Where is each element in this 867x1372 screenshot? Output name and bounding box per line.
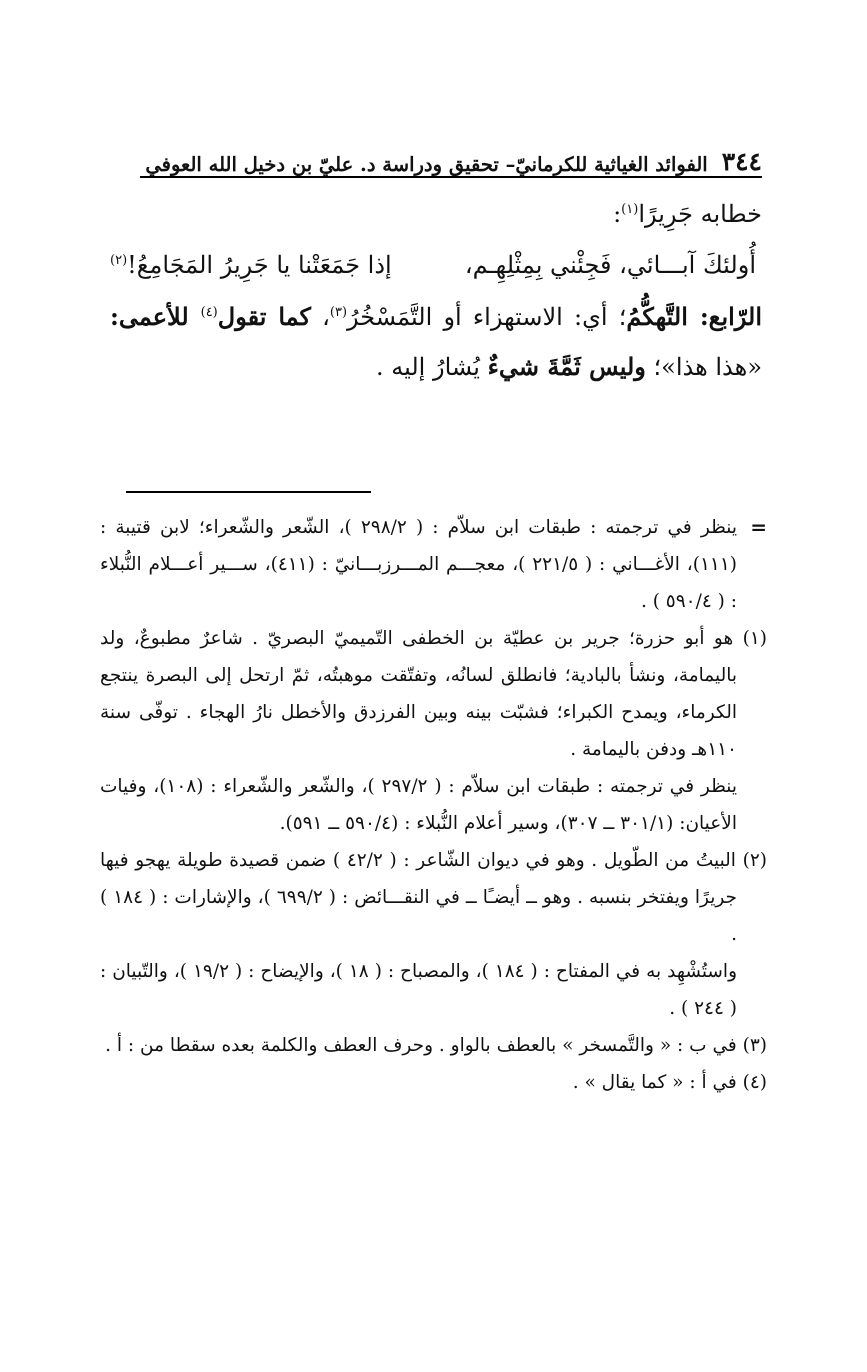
footnote-2-references: واستُشْهِد به في المفتاح : ( ١٨٤ )، والمصباح : ( ١٨ )، والإيضاح : ( ١٩/٢ )، والتّبيان : ( ٢٤٤ ) . [100,961,738,1019]
footnote-ref-3: (٣) [329,305,348,320]
paragraph-tahakkum [110,292,762,392]
footnote-ref-2: (٢) [110,253,128,268]
para-text: يُشارُ إليه . [376,353,488,381]
verse-hemistich-2 [110,238,392,292]
intro-text: خطابه جَرِيرًا [638,200,762,228]
intro-line [110,190,762,238]
para-bold: وليس ثَمَّةَ شيءٌ [487,352,646,381]
running-title: الفوائد الغياثية للكرمانيّ– تحقيق ودراسة د. عليّ بن دخيل الله العوفي [145,152,708,176]
footnote-separator [126,491,371,493]
footnote-3: (٣) في ب : « والتَّمسخر » بالعطف بالواو . وحرف العطف والكلمة بعده سقطا من : أ . [105,1035,767,1056]
running-header [140,130,762,174]
para-text: ؛ أي: الاستهزاء أو التَّمَسْخُرُ [347,303,627,331]
footnote-1: (١) هو أبو حزرة؛ جرير بن عطيّة بن الخطفى التّميميّ البصريّ . شاعرٌ مطبوعٌ، ولد باليمامة، ونشأ بالبادية؛ فانطلق لسانُه، وتفتّقت موهبتُه، ثمّ ارتحل إلى البصرة ينتجع الكرماء، ويمدح الكبراء؛ فشبّت بينه وبين الفرزدق والأخطل نارُ الهجاء . توفّى سنة ١١٠هـ ودفن باليمامة . [100,628,767,760]
footnotes [100,509,767,1101]
footnote-ref-4: (٤) [200,305,218,320]
footnote-2: (٢) البيتُ من الطّويل . وهو في ديوان الشّاعر : ( ٤٢/٢ ) ضمن قصيدة طويلة يهجو فيها جريرًا ويفتخر بنسبه . وهو ــ أيضـًا ــ في النقـــائض : ( ٦٩٩/٢ )، والإشارات : ( ١٨٤ ) . [100,850,767,945]
footnote-1-references: ينظر في ترجمته : طبقات ابن سلاّم : ( ٢٩٧/٢ )، والشّعر والشّعراء : (١٠٨)، وفيات الأعيان: (٣٠١/١ ــ ٣٠٧)، وسير أعلام النُّبلاء : (٥٩٠/٤ ــ ٥٩١). [100,776,738,834]
main-text [110,190,762,392]
para-text: ؛ [645,353,662,381]
verse-hemistich-2-text: إذا جَمَعَتْنا يا جَرِيرُ المَجَامِعُ! [127,251,392,279]
poem-verse [110,238,756,292]
footnote-continuation: ينظر في ترجمته : طبقات ابن سلاّم : ( ٢٩٨/٢ )، الشّعر والشّعراء؛ لابن قتيبة : (١١١)، الأغـــاني : ( ٢٢١/٥ )، معجـــم المـــرزبـــانيّ : (٤١١)، ســـير أعـــلام النُّبلاء : ( ٥٩٠/٤ ) . [100,517,737,612]
header-rule [140,176,762,178]
page-number: ٣٤٤ [721,147,762,176]
heading-tahakkum: الرّابع: التَّهكُّمُ [626,302,763,331]
footnote-4: (٤) في أ : « كما يقال » . [572,1072,767,1093]
footnote-ref-1: (١) [621,202,639,217]
continuation-mark: = [750,515,767,539]
para-text: ، [310,303,330,331]
para-quote: «هذا هذا» [661,353,762,381]
para-bold: كما تقول [217,302,311,331]
para-bold: للأعمى: [110,302,201,331]
verse-hemistich-1: أُولئكَ آبـــائي، فَجِئْني بِمِثْلِهِـم، [464,251,756,279]
intro-colon: : [613,200,622,228]
